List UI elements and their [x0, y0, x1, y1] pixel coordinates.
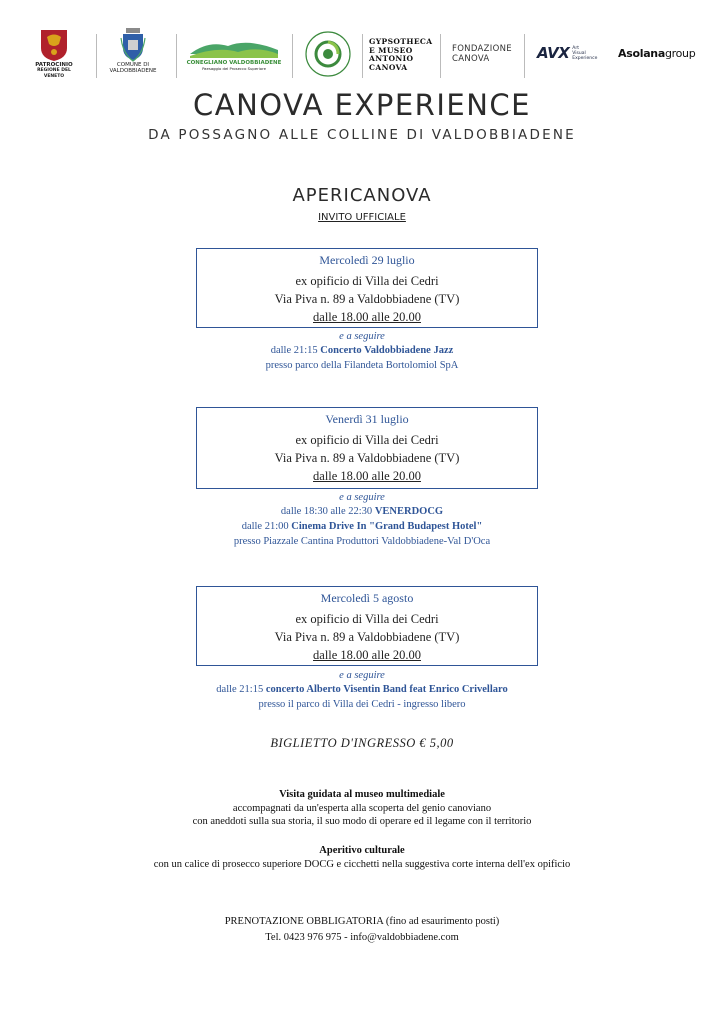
- logo-divider: [96, 34, 97, 78]
- booking-contact: Tel. 0423 976 975 - info@valdobbiadene.com: [265, 932, 459, 943]
- date-box-2: [196, 407, 538, 489]
- time-range: dalle 18.00 alle 20.00: [313, 648, 421, 662]
- venue: ex opificio di Villa dei Cedri: [295, 274, 439, 288]
- gypsotheca-line: ANTONIO: [369, 54, 414, 63]
- avx-mark: AVX: [537, 44, 570, 62]
- date-label: Mercoledì 5 agosto: [320, 591, 414, 605]
- follow-row-text: presso il parco di Villa dei Cedri - ingresso libero: [258, 699, 466, 710]
- follow-row: [0, 682, 724, 697]
- address: Via Piva n. 89 a Valdobbiadene (TV): [274, 630, 460, 644]
- visita-line: con aneddoti sulla sua storia, il suo modo di operare ed il legame con il territorio: [192, 816, 532, 827]
- gypsotheca-line: CANOVA: [369, 62, 408, 72]
- comune-logo: [108, 28, 158, 84]
- follow-row: [0, 504, 724, 519]
- follow-block-3: [0, 669, 724, 712]
- comune-caption-2: VALDOBBIADENE: [109, 68, 157, 74]
- regione-veneto-logo: [30, 28, 78, 84]
- ticket-price: BIGLIETTO D'INGRESSO € 5,00: [270, 736, 454, 750]
- follow-row-text: dalle 21:15: [216, 684, 266, 695]
- follow-row-bold: concerto Alberto Visentin Band feat Enrico Crivellaro: [265, 684, 508, 695]
- asolana-rest: group: [664, 47, 696, 60]
- avx-logo: [537, 44, 597, 62]
- venue: ex opificio di Villa dei Cedri: [295, 612, 439, 626]
- follow-row-text: presso parco della Filandeta Bortolomiol SpA: [265, 360, 459, 371]
- follow-row-bold: VENERDOCG: [374, 506, 444, 517]
- logo-strip: [30, 28, 696, 84]
- asolana-bold: Asolana: [618, 47, 665, 60]
- date-box-1: [196, 248, 538, 328]
- conegliano-caption-1: CONEGLIANO VALDOBBIADENE: [186, 60, 282, 66]
- follow-row-text: dalle 18:30 alle 22:30: [280, 506, 375, 517]
- follow-label: e a seguire: [339, 331, 385, 342]
- follow-label: e a seguire: [339, 670, 385, 681]
- follow-row: [0, 697, 724, 712]
- badge-logo: [302, 28, 354, 84]
- asolana-group-logo: [618, 47, 695, 60]
- date-label: Venerdì 31 luglio: [325, 412, 409, 426]
- logo-divider: [524, 34, 525, 78]
- venue: ex opificio di Villa dei Cedri: [295, 433, 439, 447]
- veneto-caption-2: REGIONE DEL VENETO: [37, 68, 71, 79]
- follow-row-bold: Concerto Valdobbiadene Jazz: [320, 345, 454, 356]
- aperitivo-line: con un calice di prosecco superiore DOCG e cicchetti nella suggestiva corte interna dell'ex opificio: [153, 858, 571, 870]
- visita-heading: Visita guidata al museo multimediale: [279, 789, 445, 800]
- logo-divider: [292, 34, 293, 78]
- aperitivo-block: [0, 844, 724, 871]
- gypsotheca-line: GYPSOTHECA: [369, 37, 433, 46]
- logo-divider: [440, 34, 441, 78]
- time-range: dalle 18.00 alle 20.00: [313, 310, 421, 324]
- avx-tagline-line: Visual: [572, 50, 586, 56]
- logo-divider: [176, 34, 177, 78]
- page-title: CANOVA EXPERIENCE: [193, 88, 531, 122]
- visita-line: accompagnati da un'esperta alla scoperta del genio canoviano: [232, 802, 492, 814]
- spiral-badge-icon: [304, 30, 352, 78]
- invito-ufficiale: [0, 212, 724, 223]
- logo-divider: [362, 34, 363, 78]
- follow-row: [0, 519, 724, 534]
- visita-block: [0, 788, 724, 829]
- page-subtitle: DA POSSAGNO ALLE COLLINE DI VALDOBBIADENE: [148, 127, 576, 143]
- conegliano-logo: [186, 28, 282, 84]
- avx-tagline-line: Art: [572, 45, 579, 51]
- follow-row: [0, 534, 724, 549]
- follow-row-text: presso Piazzale Cantina Produttori Valdobbiadene-Val D'Oca: [233, 536, 491, 547]
- invito-label: INVITO UFFICIALE: [318, 212, 406, 223]
- fondazione-line: FONDAZIONE: [452, 44, 512, 54]
- address: Via Piva n. 89 a Valdobbiadene (TV): [274, 292, 460, 306]
- gypsotheca-logo: [369, 38, 433, 72]
- date-label: Mercoledì 29 luglio: [319, 253, 415, 267]
- follow-row-bold: Cinema Drive In "Grand Budapest Hotel": [291, 521, 483, 532]
- conegliano-caption-2: Paesaggio del Prosecco Superiore: [202, 66, 266, 71]
- booking-block: [0, 914, 724, 946]
- follow-block-2: [0, 491, 724, 549]
- hills-icon: [188, 36, 280, 60]
- comune-crest-icon: [120, 28, 146, 62]
- follow-row: [0, 358, 724, 373]
- fondazione-line: CANOVA: [452, 54, 490, 64]
- event-name: APERICANOVA: [292, 185, 432, 206]
- avx-tagline: [572, 46, 597, 61]
- gypsotheca-line: E MUSEO: [369, 45, 413, 55]
- address: Via Piva n. 89 a Valdobbiadene (TV): [274, 451, 460, 465]
- veneto-lion-icon: [39, 28, 69, 62]
- fondazione-canova-logo: [452, 44, 512, 64]
- aperitivo-heading: Aperitivo culturale: [319, 845, 405, 856]
- follow-label: e a seguire: [339, 492, 385, 503]
- follow-row-text: dalle 21:15: [270, 345, 321, 356]
- follow-row-text: dalle 21:00: [241, 521, 292, 532]
- follow-block-1: [0, 330, 724, 373]
- booking-line: PRENOTAZIONE OBBLIGATORIA (fino ad esaurimento posti): [224, 916, 500, 927]
- time-range: dalle 18.00 alle 20.00: [313, 469, 421, 483]
- veneto-caption-1: PATROCINIO: [35, 62, 73, 68]
- date-box-3: [196, 586, 538, 666]
- comune-caption-1: COMUNE DI: [116, 62, 150, 68]
- follow-row: [0, 343, 724, 358]
- avx-tagline-line: Experience: [572, 55, 598, 61]
